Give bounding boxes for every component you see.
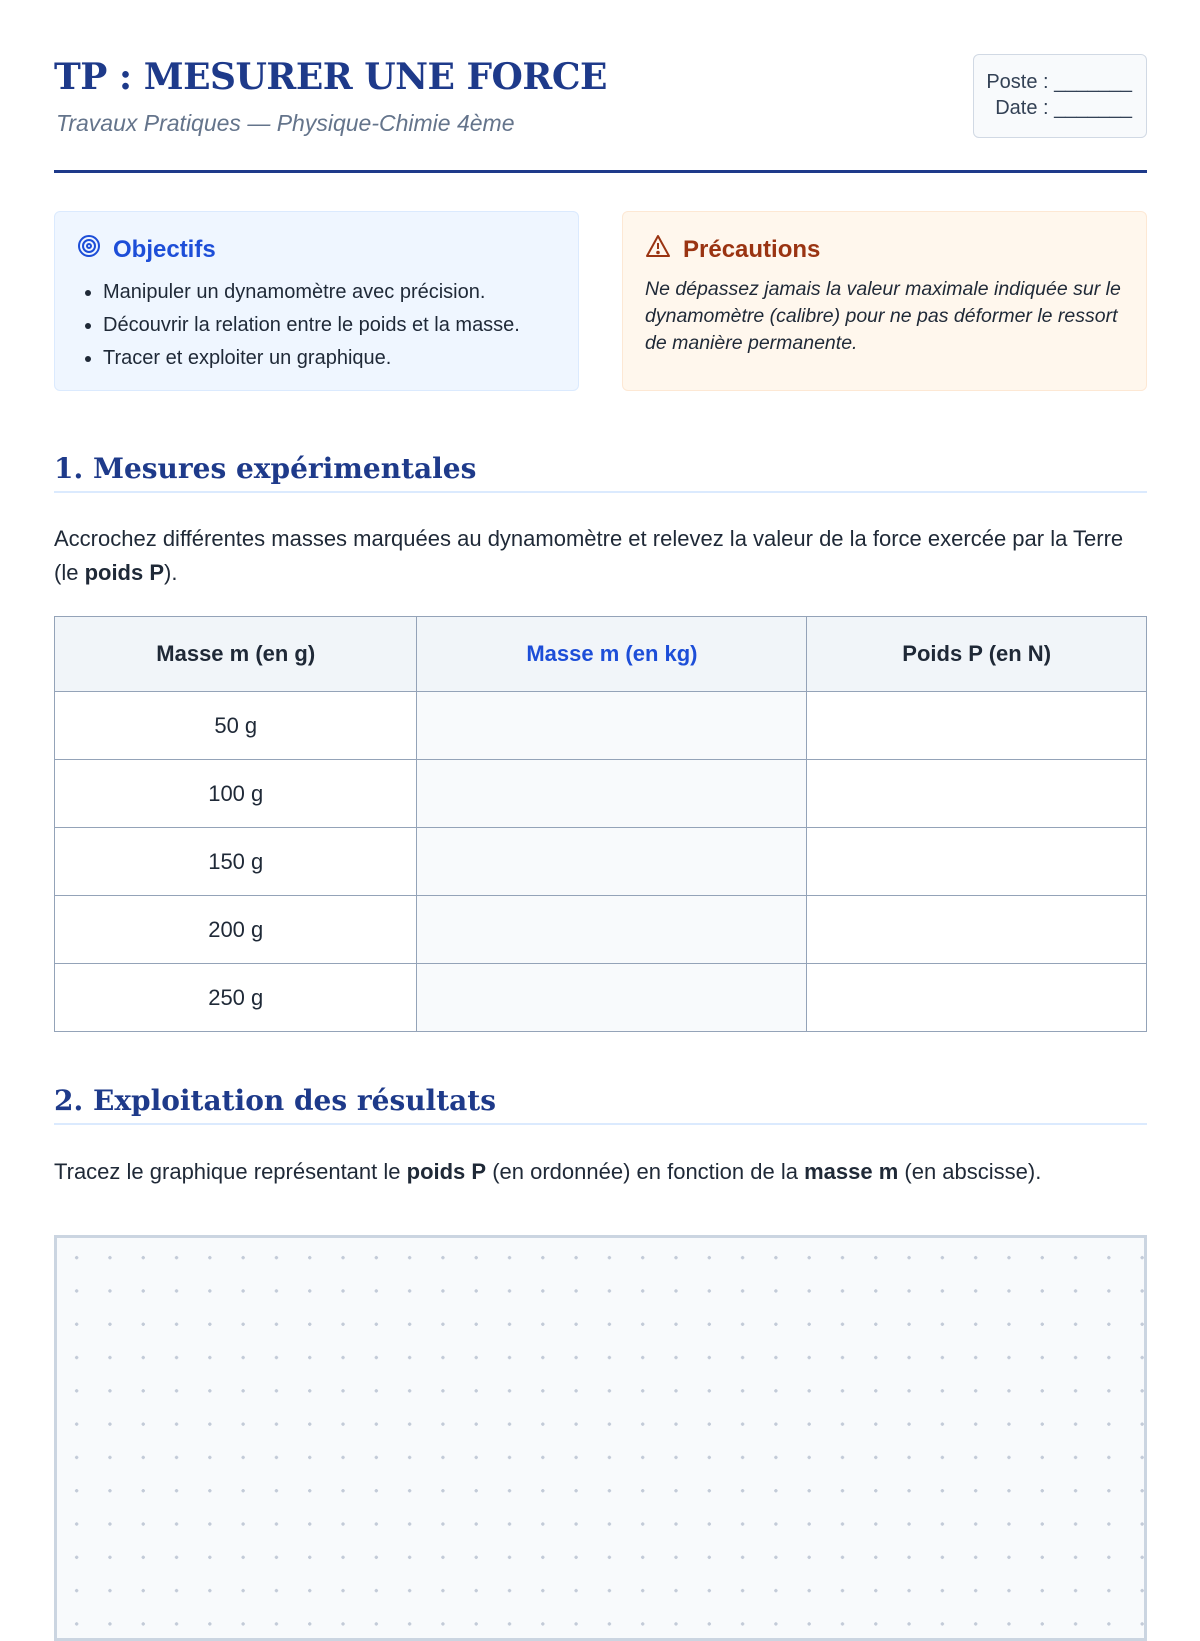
student-id-box — [973, 54, 1147, 138]
column-header: Masse m (en kg) — [417, 617, 807, 692]
target-icon — [77, 234, 101, 265]
weight-cell[interactable] — [807, 896, 1147, 964]
warning-icon — [645, 234, 671, 265]
mass-kg-cell[interactable] — [417, 964, 807, 1032]
objective-item: • Découvrir la relation entre le poids et la masse. — [103, 309, 520, 342]
mass-kg-cell[interactable] — [417, 828, 807, 896]
objective-item: • Manipuler un dynamomètre avec précision. — [103, 276, 520, 309]
page-subtitle: Travaux Pratiques — Physique-Chimie 4ème — [56, 110, 515, 136]
objectives-box — [54, 211, 579, 391]
objectives-title: Objectifs — [113, 235, 216, 263]
precautions-box — [622, 211, 1147, 391]
graph-drawing-area[interactable] — [54, 1235, 1147, 1641]
table-row: 100 g — [55, 760, 1147, 828]
measurements-table — [54, 616, 1147, 1032]
weight-cell[interactable] — [807, 828, 1147, 896]
precautions-title: Précautions — [683, 235, 821, 263]
table-row: 50 g — [55, 692, 1147, 760]
header — [54, 0, 1147, 173]
section-heading: 1. Mesures expérimentales — [54, 452, 1147, 493]
mass-kg-cell[interactable] — [417, 896, 807, 964]
date-field: Date : _______ — [995, 97, 1132, 119]
column-header: Poids P (en N) — [807, 617, 1147, 692]
section1-instructions: Accrochez différentes masses marquées au dynamomètre et relevez la valeur de la force exercée par la Terre (le poids P). — [54, 526, 1124, 585]
weight-cell[interactable] — [807, 964, 1147, 1032]
mass-kg-cell[interactable] — [417, 760, 807, 828]
worksheet — [54, 0, 1147, 1184]
poste-field: Poste : _______ — [986, 71, 1132, 93]
section-heading: 2. Exploitation des résultats — [54, 1084, 1147, 1125]
table-row: 150 g — [55, 828, 1147, 896]
column-header: Masse m (en g) — [55, 617, 417, 692]
section2-instructions: Tracez le graphique représentant le poids P (en ordonnée) en fonction de la masse m (en abscisse). — [54, 1159, 1042, 1184]
table-row: 200 g — [55, 896, 1147, 964]
precautions-text: Ne dépassez jamais la valeur maximale indiquée sur le dynamomètre (calibre) pour ne pas déformer le ressort de manière permanente. — [645, 278, 1121, 354]
weight-cell[interactable] — [807, 692, 1147, 760]
mass-kg-cell[interactable] — [417, 692, 807, 760]
objective-item: • Tracer et exploiter un graphique. — [103, 342, 520, 375]
table-row: 250 g — [55, 964, 1147, 1032]
weight-cell[interactable] — [807, 760, 1147, 828]
page-title: TP : MESURER UNE FORCE — [54, 56, 607, 98]
